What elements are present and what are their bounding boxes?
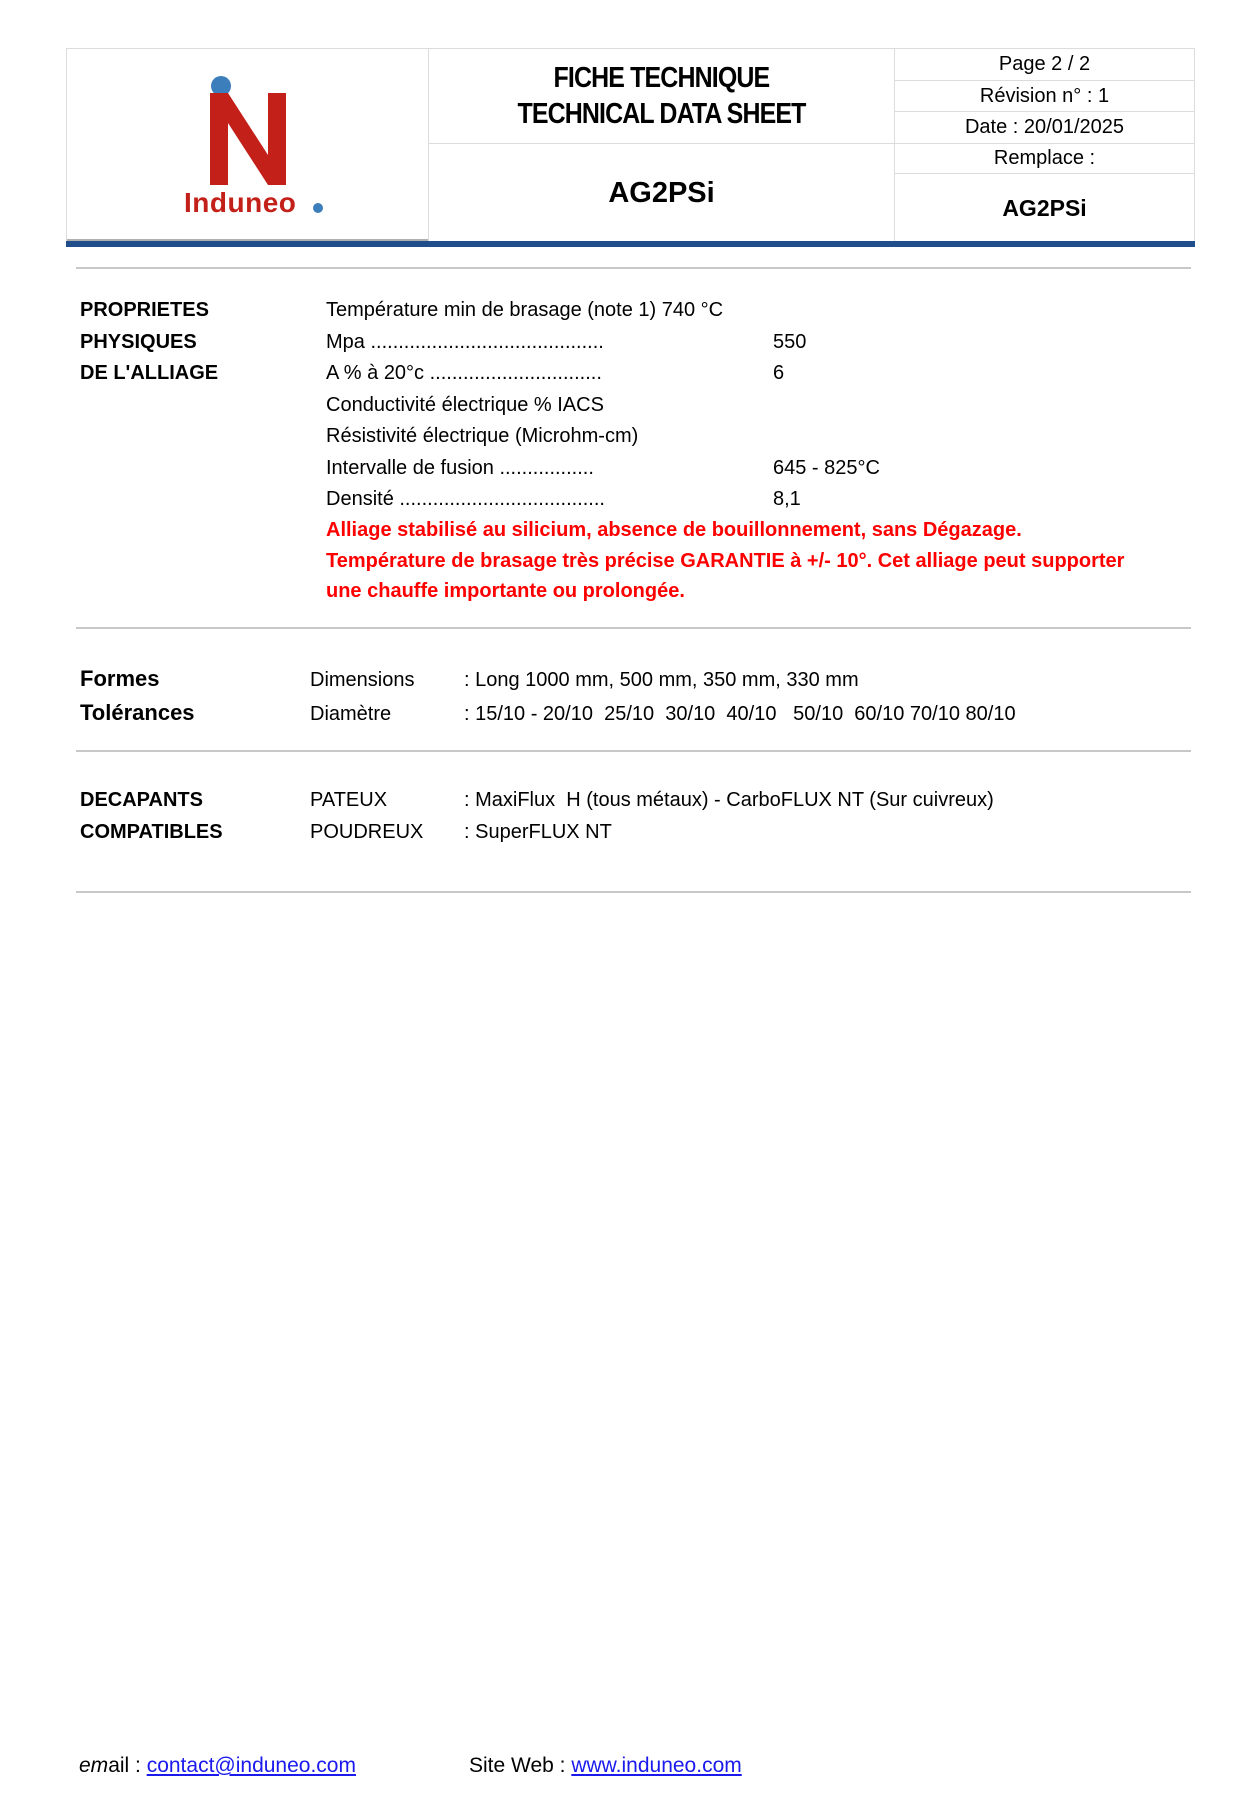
fluxes-heading-2: COMPATIBLES bbox=[80, 821, 223, 843]
email-label: ail : bbox=[108, 1754, 147, 1777]
flux-value: : MaxiFlux H (tous métaux) - CarboFLUX NT (Sur cuivreux) bbox=[464, 789, 994, 811]
property-value: 6 bbox=[773, 362, 785, 384]
forms-label: Diamètre bbox=[310, 703, 392, 725]
alloy-note: une chauffe importante ou prolongée. bbox=[326, 580, 685, 602]
revision-date: Date : 20/01/2025 bbox=[895, 112, 1194, 144]
flux-value: : SuperFLUX NT bbox=[464, 821, 612, 843]
section-divider bbox=[76, 627, 1191, 629]
property-label: Température min de brasage (note 1) 740 °C bbox=[326, 299, 724, 321]
email-label-italic: em bbox=[79, 1754, 109, 1777]
section-divider bbox=[76, 267, 1191, 269]
email-link[interactable]: contact@induneo.com bbox=[146, 1754, 356, 1777]
alloy-note: Température de brasage très précise GARANTIE à +/- 10°. Cet alliage peut supporter bbox=[326, 550, 1125, 572]
title-cell bbox=[428, 49, 895, 242]
properties-heading-1: PROPRIETES bbox=[80, 299, 209, 321]
property-label: Résistivité électrique (Microhm-cm) bbox=[326, 425, 639, 447]
header-accent-bar bbox=[66, 241, 1195, 247]
forms-value: : 15/10 - 20/10 25/10 30/10 40/10 50/10 60/10 70/10 80/10 bbox=[464, 703, 1016, 725]
properties-heading-3: DE L'ALLIAGE bbox=[80, 362, 219, 384]
property-value: 645 - 825°C bbox=[773, 457, 880, 479]
title-french: FICHE TECHNIQUE bbox=[553, 62, 770, 94]
alloy-note: Alliage stabilisé au silicium, absence de bouillonnement, sans Dégazage. bbox=[326, 519, 1022, 541]
replaces-value: AG2PSi bbox=[1002, 194, 1087, 221]
property-label: Intervalle de fusion ................. bbox=[326, 457, 594, 479]
logo-wordmark: Induneo bbox=[184, 187, 297, 218]
property-label: Densité ..................................... bbox=[326, 488, 605, 510]
footer-email bbox=[79, 1754, 356, 1778]
meta-cell bbox=[895, 49, 1194, 242]
logo-small-dot-icon bbox=[313, 203, 323, 213]
forms-label: Dimensions bbox=[310, 669, 415, 691]
logo-n-icon bbox=[206, 93, 290, 189]
property-value: 550 bbox=[773, 331, 807, 353]
property-label: Conductivité électrique % IACS bbox=[326, 394, 604, 416]
properties-heading-2: PHYSIQUES bbox=[80, 331, 197, 353]
page-number: Page 2 / 2 bbox=[895, 49, 1194, 81]
property-label: A % à 20°c ............................... bbox=[326, 362, 602, 384]
footer-website bbox=[469, 1754, 742, 1778]
section-divider bbox=[76, 891, 1191, 893]
flux-label: POUDREUX bbox=[310, 821, 424, 843]
product-name: AG2PSi bbox=[608, 176, 715, 209]
forms-value: : Long 1000 mm, 500 mm, 350 mm, 330 mm bbox=[464, 669, 859, 691]
property-label: Mpa .......................................... bbox=[326, 331, 604, 353]
website-link[interactable]: www.induneo.com bbox=[571, 1754, 742, 1777]
forms-heading-2: Tolérances bbox=[80, 700, 195, 725]
website-label: Site Web : bbox=[469, 1754, 572, 1777]
section-divider bbox=[76, 750, 1191, 752]
forms-heading-1: Formes bbox=[80, 666, 160, 691]
title-english: TECHNICAL DATA SHEET bbox=[517, 98, 806, 130]
replaces-label: Remplace : bbox=[895, 144, 1194, 174]
product-block bbox=[429, 144, 894, 242]
revision-number: Révision n° : 1 bbox=[895, 81, 1194, 112]
property-value: 8,1 bbox=[773, 488, 801, 510]
fluxes-heading-1: DECAPANTS bbox=[80, 789, 203, 811]
title-block bbox=[429, 49, 894, 144]
flux-label: PATEUX bbox=[310, 789, 388, 811]
